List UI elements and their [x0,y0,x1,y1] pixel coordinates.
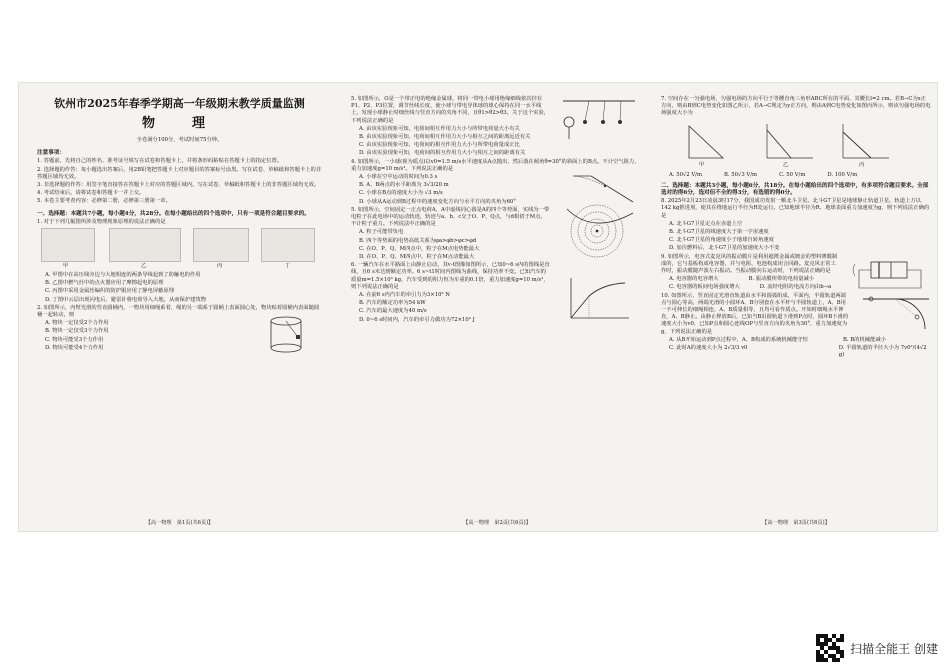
question-8: 8. 2025年2月23日凌晨3时17分，我国成功发射一颗北斗卫星。北斗G7卫星是地球静止轨道卫星，轨道上方以142 kg推进剂，使其在绕地运行半径为R处运行。已知地球半径为R、地球表面重力加速度为g，则下列说法正确的是 [661,198,930,219]
q1-photo-d [261,228,315,262]
q8-option: A. 北斗G7卫星定点在赤道上空 [669,220,743,227]
q9-option: A. 电容器的电容增大 [669,276,719,283]
q9-option: C. 电容器的板间电场强度增大 [669,284,740,291]
question-9: 9. 如图所示，电容式麦克风的振动膜片是利用超薄金属或镀金的塑料薄膜制成的，它与基板构成电容器，并与电阻、电池构成闭合回路。麦克风正常工作时，振动膜随声波左右振动。当振动膜向右运动时，下列说法正确的是 [661,253,838,275]
q5-equipotential-figure [563,199,637,259]
q1-option: D. 丁图中云层出现闪电后，避雷针将电荷导入大地，从而保护建筑物 [45,296,207,303]
q5-option: D. 在O、P、Q、M四点中，粒子在M点动能最大 [359,254,475,261]
q10-track-figure [861,293,931,343]
q2-option: D. 物块可能受4个力作用 [45,344,104,351]
q7-label-c: 丙 [859,161,865,168]
q10-option: C. 此时A的速度大小为 2√3/3 v0 [669,345,748,352]
q1-photo-c [193,228,249,262]
q10-option: D. 半圆轨道的半径大小为 7v0²/(4√2 g) [838,345,927,359]
q7-options [669,172,931,179]
q7-option: A. 50√2 V/m [669,171,702,178]
question-1: 1. 对于下列几幅图所涉及物理现象原理的说法正确的是 [37,218,166,225]
q10-option: B. B的机械能减小 [843,336,886,343]
note-item: 4. 考试结束后，请将试卷和答题卡一并上交。 [37,190,145,197]
q1-label-b: 乙 [141,263,147,270]
q2-option: B. 物块一定仅受3个力作用 [45,328,109,335]
q3-option: B. 由该实验现象可知，电荷间相互作用力大小与相互之间的距离远近有关 [359,134,531,141]
q10-options-row-2 [669,345,931,359]
q1-label-a: 甲 [63,263,69,270]
question-5: 5. 如图所示，空间固定一正点电荷A，A中虚线同心圆是A的四个等势面，实线为一带电粒子在此电场中的运动轨迹，轨迹与a、b、c交于O、P、Q点，与d相切于M点，不计粒子重力。下列说法中正确的是 [351,206,550,228]
q4-option: C. 小球在B点的速度大小为 √3 m/s [359,190,443,197]
q1-option: B. 乙图中燃气灶中的点火器应用了摩擦起电的原理 [45,280,164,287]
page-2-footer: 【高一物理 第2页(共6页)】 [463,519,531,526]
watermark-text: 扫描全能王 创建 [850,641,938,656]
q4-option: A. 小球在空中运动的时间为0.3 s [359,174,438,181]
q5-option: C. 在O、P、Q、M四点中，粒子在M点电势能最大 [359,245,480,252]
question-4: 4. 如图所示，一小球(视为质点)以v0=1.5 m/s水平速度从A点抛出，然后落在倾角θ=30°的斜面上的B点。不计空气阻力，重力加速度g=10 m/s²。下列说法正确的是 [351,158,640,172]
q5-option: A. 粒子可能带负电 [359,229,404,236]
q1-label-d: 丁 [285,263,291,270]
note-item: 1. 答题前，先将自己的姓名、准考证号填写在试卷和答题卡上，并将条形码粘贴在答题卡上的指定位置。 [37,158,283,165]
q1-figure-row [37,228,322,270]
q6-option: C. 汽车的最大速度为40 m/s [359,308,427,315]
exam-meta: 全卷满分100分，考试时间75分钟。 [136,137,223,143]
q3-figure [559,95,639,141]
section-2-heading: 二、选择题：本题共3小题，每小题6分，共18分。在每小题给出的四个选项中，有多项符合题目要求。全部选对的得6分，选对但不全的得3分，有选错的得0分。 [661,182,929,197]
camscanner-watermark [816,634,938,662]
q3-option: A. 由该实验现象可知，电荷间相互作用力大小与所带电荷量大小有关 [359,125,520,132]
q1-option: C. 丙图中采用金属丝编织的防护服应用了静电屏蔽原理 [45,288,175,295]
question-7: 7. 空间存在一匀强电场，匀强电场的方向平行于等腰直角三角形ABC所在的平面，其腰长l=2 cm。若B→C为x正方向，则由B到C电势变化如图乙所示，若A→C规定为y正方向，则由A到C电势变化如图丙所示，则该匀强电场的电场强度大小为 [661,96,931,117]
q7-label-b: 乙 [783,161,789,168]
q5-option: B. 四个等势面的电势高低关系为φa>φb>φc>φd [359,237,477,244]
q8-option: B. 北斗G7卫星的线速度大于第一宇宙速度 [669,229,769,236]
q7-option: D. 100 V/m [827,171,858,178]
notes-heading: 注意事项： [37,150,65,157]
page-1-column [37,83,322,532]
q1-photo-b [109,228,181,262]
q3-option: C. 由该实验现象可知，电荷间的相互作用力大小与所带电荷量成正比 [359,142,520,149]
question-6: 6. 一辆汽车在水平路面上由静止启动，其v-t图像如图所示，已知0~6 s内的图线是直线，且6 s末达到额定功率。6 s~t1时间内图线为曲线，保持功率不变。已知汽车的质量m=1.5×10³ kg，汽车受到的阻力恒为车重的0.1倍，重力加速度g=10 m/s²，则下列说法正确的是 [351,262,550,290]
q1-photo-a [41,228,95,262]
q9-option: B. 振动膜所带的电荷量减小 [748,276,815,283]
q9-microphone-figure [849,254,929,294]
q7-triangle-figure [683,122,727,162]
q8-option: C. 北斗G7卫星的角速度小于地球自转角速度 [669,237,774,244]
q1-label-c: 丙 [217,263,223,270]
exam-subject: 物 理 [141,116,217,131]
page-3-column [661,83,931,532]
q7-option: C. 50 V/m [779,171,806,178]
section-1-heading: 一、选择题：本题共7小题，每小题4分，共28分。在每小题给出的四个选项中，只有一项是符合题目要求的。 [37,210,310,217]
question-10: 10. 如图所示，竖直固定光滑直轨道由水平和圆弧组成，平面内，半圆轨道两端点与圆心等高，两端光滑的小圆环A、B分别套在水平杆与半圆轨道上，A、B用一不可伸长的细绳相连，A、B质量相等，且均可看作质点。开始时细绳水平伸直，A、B静止。由静止释放B后，已知当B沿圆轨道下滑到P点时，圆环B下滑的速度大小为v0，已知P点和圆心连线OP与竖直方向的夹角为30°，重力加速度为g，下列说法正确的是 [661,292,849,335]
q10-option: A. 从B开始运动到P点过程中，A、B构成的系统机械能守恒 [669,336,808,343]
q7-option: B. 50√3 V/m [724,171,758,178]
q6-option: D. 0~6 s时间内，汽车的牵引力做功为72×10³ J [359,316,475,323]
q7-graph-b [761,122,815,162]
q2-option: C. 物块可能受3个力作用 [45,336,104,343]
qr-code-icon [816,634,844,662]
question-3: 5. 如图所示，O是一个带正电的绝缘金属球，将同一带电小球用绝缘细线依次挂在P1、P2、P3位置，调节丝线长度，使小球与带电导体球的球心保持在同一水平线上，发现小球静止时细丝线与竖直方向的夹角不同，且θ1>θ2>θ3。关于这个实验，下列说法正确的是 [351,96,550,124]
q4-option: D. 小球从A运动到B过程中的速度变化方向与水平方向的夹角为60° [359,198,516,205]
q6-option: A. 在前6 s内汽车的牵引力为3×10³ N [359,292,450,299]
q2-cylinder-figure [266,314,306,354]
note-item: 2. 选择题的作答：每小题选出答案后，用2B铅笔把答题卡上对应题目的答案标号涂黑。写在试卷、草稿纸和答题卡上的非答题区域均无效。 [37,166,322,180]
page-1-footer: 【高一物理 第1页(共6页)】 [145,519,214,526]
note-item: 5. 本卷主要考查内容：必修第二册，必修第三册第一章。 [37,198,171,205]
q6-option: B. 汽车的额定功率为54 kW [359,300,426,307]
q7-label-a: 甲 [699,161,705,168]
q6-vt-graph [563,274,633,324]
scanned-exam-sheet [18,82,938,532]
q9-option: D. 流经电阻的电流方向由b→a [759,284,832,291]
question-2: 2. 如图所示，内壁光滑的竖直圆桶内，一物块用细绳系着，绳的另一端系于圆桶上表面圆心处，物块贴着圆桶内表面随圆桶一起转动，则 [37,304,320,319]
q7-figure-row [661,120,931,170]
exam-title: 钦州市2025年春季学期高一年级期末教学质量监测 [54,97,305,110]
q3-option: D. 由该实验现象可知，电荷间的相互作用力大小与相互之间的距离有关 [359,150,526,157]
note-item: 3. 非选择题的作答：用签字笔直接答在答题卡上对应的答题区域内。写在试卷、草稿纸和答题卡上的非答题区域均无效。 [37,182,320,189]
q4-option: B. A、B两点的水平距离为 3√3/20 m [359,182,449,189]
page-2-column [351,83,643,532]
q2-option: A. 物块一定仅受2个力作用 [45,320,109,327]
q7-graph-c [837,122,891,162]
page-3-footer: 【高一物理 第3页(共6页)】 [762,519,830,526]
q8-option: D. 加注燃料后，北斗G7卫星的加速度大小不变 [669,245,780,252]
q1-option: A. 甲图中在高压线旁边与大地相连的两条导线起到了防触电的作用 [45,272,201,279]
